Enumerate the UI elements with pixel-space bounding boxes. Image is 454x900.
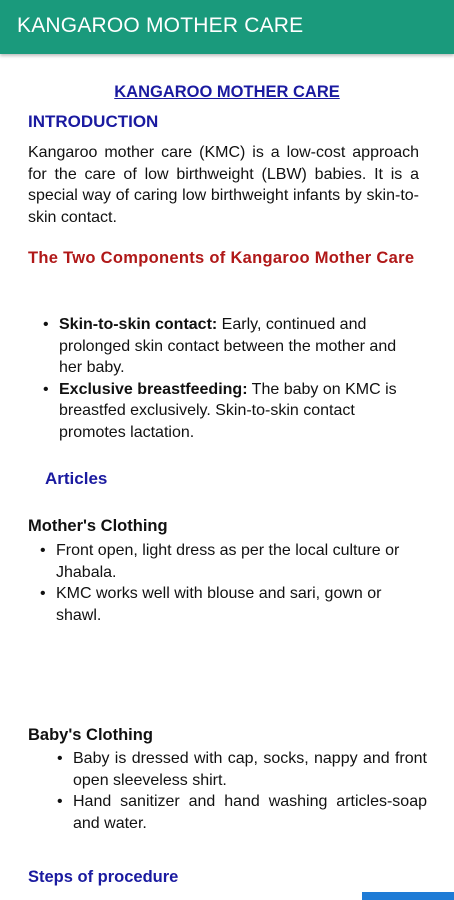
bullet-icon: • bbox=[57, 750, 63, 767]
list-item bbox=[57, 791, 427, 834]
component-term: Skin-to-skin contact: bbox=[59, 316, 218, 333]
babys-clothing-heading: Baby's Clothing bbox=[28, 726, 153, 744]
list-item bbox=[40, 540, 430, 583]
list-item-text: Front open, light dress as per the local culture or Jhabala. bbox=[56, 542, 400, 581]
introduction-text: Kangaroo mother care (KMC) is a low-cost approach for the care of low birthweight (LBW) babies. It is a special way of caring low birthweight infants by skin-to-skin contact. bbox=[28, 144, 419, 226]
component-term: Exclusive breastfeeding: bbox=[59, 380, 248, 398]
list-item bbox=[40, 583, 430, 626]
list-item bbox=[57, 748, 427, 791]
floating-action-button[interactable] bbox=[362, 892, 454, 900]
bullet-icon: • bbox=[43, 380, 49, 398]
babys-clothing-list bbox=[57, 748, 427, 834]
app-title: KANGAROO MOTHER CARE bbox=[17, 14, 304, 37]
mothers-clothing-list bbox=[40, 540, 430, 626]
article-content[interactable] bbox=[0, 54, 454, 900]
articles-heading: Articles bbox=[45, 469, 108, 488]
bullet-icon: • bbox=[40, 585, 46, 602]
bullet-icon: • bbox=[43, 316, 49, 333]
list-item-text: Baby is dressed with cap, socks, nappy and front open sleeveless shirt. bbox=[73, 750, 427, 789]
document-title: KANGAROO MOTHER CARE bbox=[114, 83, 340, 101]
component-text: The baby on KMC is breastfed exclusively. Skin-to-skin contact promotes lactation. bbox=[59, 380, 397, 441]
list-item-text: Hand sanitizer and hand washing articles-soap and water. bbox=[73, 793, 427, 832]
components-heading: The Two Components of Kangaroo Mother Care bbox=[28, 249, 415, 267]
introduction-heading: INTRODUCTION bbox=[28, 112, 159, 131]
bullet-icon: • bbox=[40, 542, 46, 559]
steps-heading: Steps of procedure bbox=[28, 868, 179, 886]
components-list bbox=[43, 314, 411, 443]
mothers-clothing-heading: Mother's Clothing bbox=[28, 517, 168, 535]
app-bar bbox=[0, 0, 454, 54]
bullet-icon: • bbox=[57, 793, 63, 810]
component-text: Early, continued and prolonged skin contact between the mother and her baby. bbox=[59, 316, 397, 376]
list-item bbox=[43, 379, 411, 444]
list-item bbox=[43, 314, 411, 379]
list-item-text: KMC works well with blouse and sari, gown or shawl. bbox=[56, 585, 382, 624]
